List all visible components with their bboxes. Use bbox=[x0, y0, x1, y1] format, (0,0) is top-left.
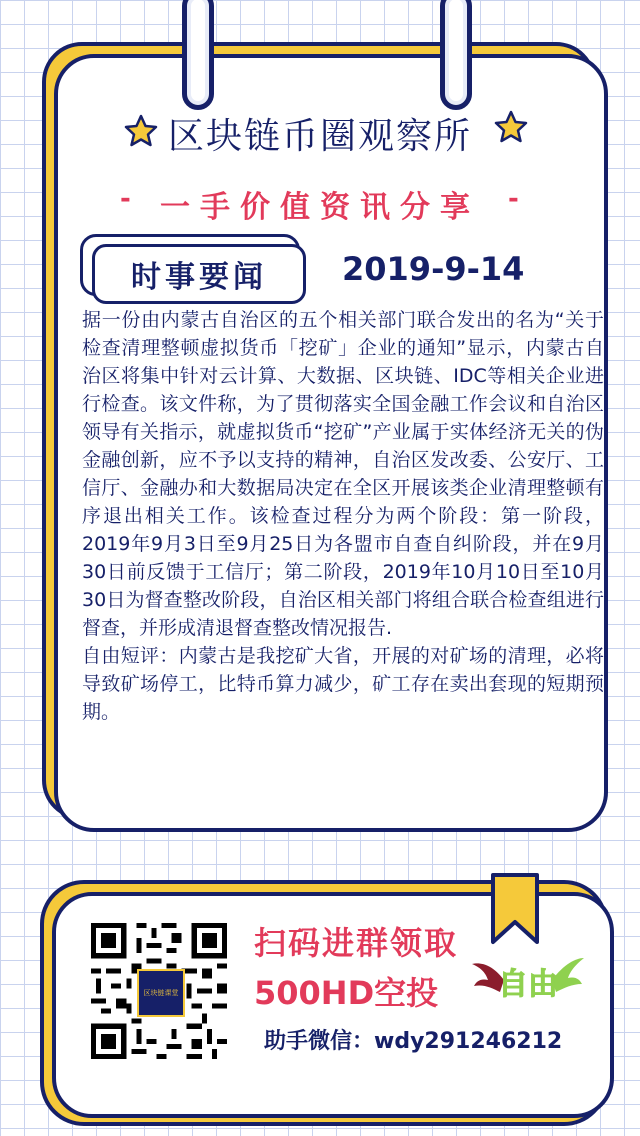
subtitle: 一手价值资讯分享 bbox=[160, 190, 480, 225]
promo-headline: 扫码进群领取 bbox=[254, 924, 459, 962]
news-paragraph: 据一份由内蒙古自治区的五个相关部门联合发出的名为“关于检查清理整顿虚拟货币「挖矿」企业的通知”显示，内蒙古自治区将集中针对云计算、大数据、区块链、IDC等相关企业进行检查。该文件称，为了贯彻落实全国金融工作会议和自治区领导有关指示，就虚拟货币“挖矿”产业属于实体经济无关的伪金融创新，应不予以支持的精神，自治区发改委、公安厅、工信厅、金融办和大数据局决定在全区开展该类企业清理整顿有序退出相关工作。该检查过程分为两个阶段：第一阶段，2019年9月3日至9月25日为各盟市自查自纠阶段，并在9月30日前反馈于工信厅；第二阶段，2019年10月10日至10月30日为督查整改阶段，自治区相关部门将组合联合检查组进行督查，并形成清退督查整改情况报告. bbox=[82, 309, 604, 639]
binder-ring-left bbox=[182, 0, 214, 110]
star-icon bbox=[494, 110, 528, 144]
commentary-paragraph: 自由短评：内蒙古是我挖矿大省，开展的对矿场的清理，必将导致矿场停工，比特币算力减少，矿工存在卖出套现的短期预期。 bbox=[82, 645, 604, 723]
winged-logo-icon bbox=[470, 944, 586, 1008]
subtitle-dash-right: - bbox=[508, 184, 519, 214]
subtitle-dash-left: - bbox=[120, 184, 131, 214]
bookmark-icon bbox=[490, 872, 540, 946]
promo-airdrop: 500HD空投 bbox=[254, 974, 439, 1012]
page-title: 区块链币圈观察所 bbox=[167, 116, 472, 157]
news-badge: 时事要闻 bbox=[92, 244, 306, 304]
news-body bbox=[82, 306, 604, 726]
binder-ring-right bbox=[440, 0, 472, 110]
qr-center-logo: 区块链课堂 bbox=[137, 969, 185, 1017]
assistant-wechat: 助手微信：wdy291246212 bbox=[264, 1029, 563, 1054]
logo-text: 自由 bbox=[498, 967, 558, 1002]
news-date: 2019-9-14 bbox=[342, 250, 525, 288]
